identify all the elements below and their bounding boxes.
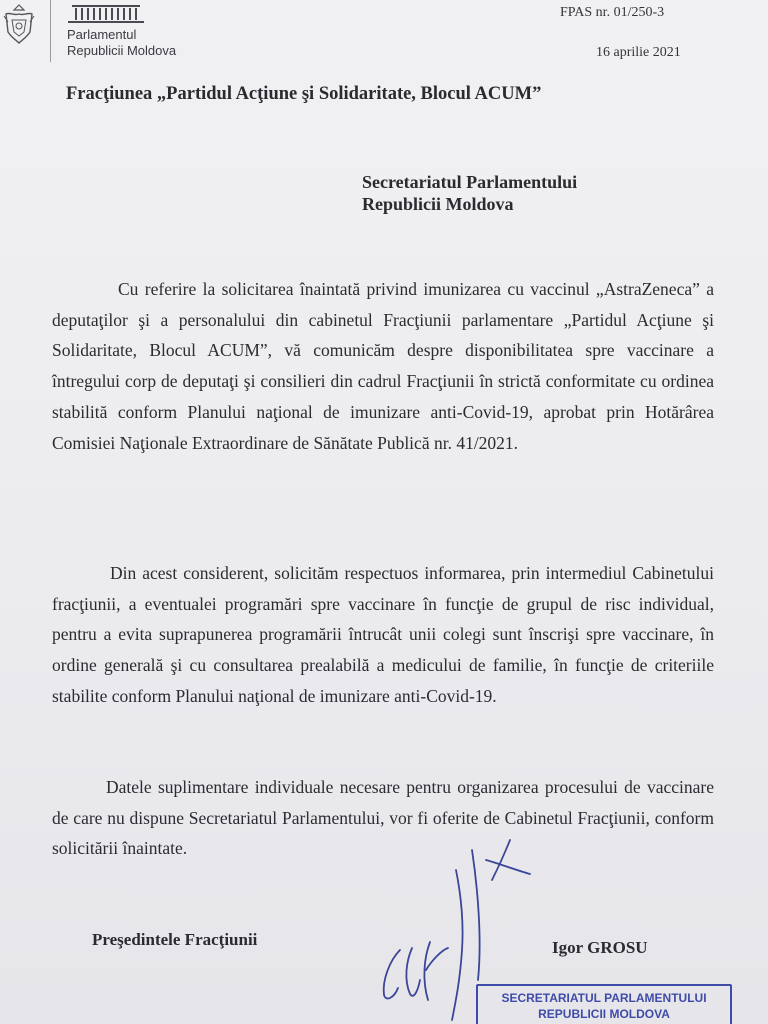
body-paragraph-1: Cu referire la solicitarea înaintată privind imunizarea cu vaccinul „AstraZeneca” a deputaţilor şi a personalului din cabinetul Fracţiunii parlamentare „Partidul Acţiune şi Solidaritate, Blocul ACUM”, vă comunicăm despre disponibilitatea spre vaccinare a întregului corp de deputaţi şi consilieri din cadrul Fracţiunii în strictă conformitate cu ordinea stabilită conform Planului naţional de imunizare anti-Covid-19, aprobat prin Hotărârea Comisiei Naţionale Extraordinare de Sănătate Publică nr. 41/2021. <box>52 279 714 453</box>
institution-name <box>67 27 176 59</box>
body-paragraph-3: Datele suplimentare individuale necesare pentru organizarea procesului de vaccinare de care nu dispune Secretariatul Parlamentului, vor fi oferite de Cabinetul Fracţiunii, conform solicitării înaintate. <box>52 777 714 859</box>
addressee-line-1: Secretariatul Parlamentului <box>362 172 578 192</box>
parliament-building-icon <box>68 4 144 24</box>
coat-of-arms-icon <box>2 2 36 46</box>
letter-date: 16 aprilie 2021 <box>596 45 681 60</box>
signatory-title: Preşedintele Fracţiunii <box>92 930 258 949</box>
body-paragraph-2: Din acest considerent, solicităm respectuos informarea, prin intermediul Cabinetului fracţiunii, a eventualei programări spre vaccinare în funcţie de grupul de risc individual, pentru a evita suprapunerea programării întrucât unii colegi sunt înscrişi spre vaccinare, în ordine generală şi cu consultarea prealabilă a medicului de familie, în funcţie de criteriile stabilite conform Planului naţional de imunizare anti-Covid-19. <box>52 563 714 706</box>
addressee-line-2: Republicii Moldova <box>362 194 514 214</box>
addressee <box>362 171 577 215</box>
faction-title: Fracţiunea „Partidul Acţiune şi Solidaritate, Blocul ACUM” <box>66 84 542 104</box>
stamp-line-2: REPUBLICII MOLDOVA <box>538 1007 670 1021</box>
stamp-line-1: SECRETARIATUL PARLAMENTULUI <box>501 991 707 1005</box>
letterhead-divider <box>50 0 51 62</box>
reference-number: FPAS nr. 01/250-3 <box>560 5 665 20</box>
registration-stamp <box>476 984 732 1024</box>
signatory-name: Igor GROSU <box>552 938 648 957</box>
institution-line-1: Parlamentul <box>67 27 137 42</box>
institution-line-2: Republicii Moldova <box>67 43 177 58</box>
